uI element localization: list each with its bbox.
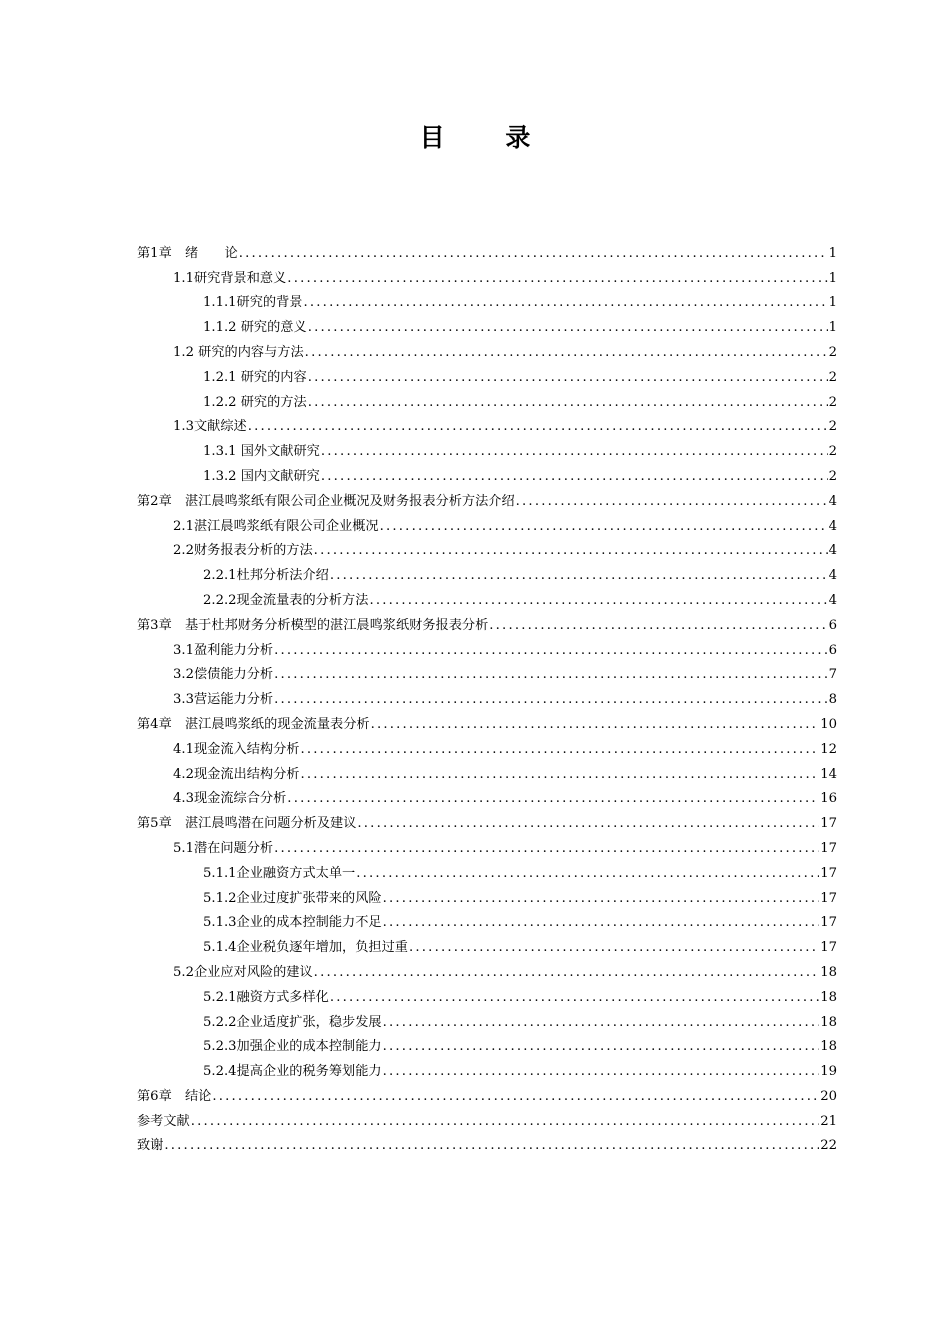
toc-page-number: 1 [828,295,837,311]
toc-entry-title: 5.1潜在问题分析 [173,840,274,856]
toc-entry-title: 2.2.2现金流量表的分析方法 [203,592,369,608]
toc-entry-title: 1.2.1 研究的内容 [203,369,307,385]
toc-entry-title: 第4章 湛江晨鸣浆纸的现金流量表分析 [137,716,370,732]
toc-entry-title: 1.3.1 国外文献研究 [203,444,320,460]
toc-entry-title: 第2章 湛江晨鸣浆纸有限公司企业概况及财务报表分析方法介绍 [137,493,515,509]
toc-dot-leader [191,1112,819,1132]
toc-page-number: 4 [828,568,837,584]
toc-page-number: 4 [828,518,837,534]
toc-dot-leader [308,318,828,338]
toc-entry[interactable] [137,760,837,785]
toc-page-number: 1 [828,320,837,336]
toc-entry-title: 第1章 绪 论 [137,245,238,261]
toc-dot-leader [239,244,828,264]
toc-page-number: 20 [820,1088,837,1104]
toc-dot-leader [330,566,828,586]
toc-dot-leader [383,889,820,909]
toc-dot-leader [248,417,828,437]
toc-entry[interactable] [137,735,837,760]
toc-page-number: 22 [820,1138,837,1154]
toc-page-number: 2 [828,419,837,435]
toc-page-number: 18 [820,1014,837,1030]
toc-entry-title: 2.2财务报表分析的方法 [173,543,313,559]
toc-entry[interactable] [137,239,837,264]
toc-entry[interactable] [137,264,837,289]
toc-dot-leader [308,368,828,388]
toc-entry-title: 5.2企业应对风险的建议 [173,964,313,980]
toc-entry[interactable] [137,809,837,834]
toc-entry[interactable] [137,487,837,512]
toc-page-number: 1 [828,270,837,286]
toc-entry-title: 参考文献 [137,1113,190,1129]
toc-entry[interactable] [137,413,837,438]
toc-page-number: 8 [828,692,837,708]
toc-dot-leader [383,1013,820,1033]
toc-dot-leader [371,715,820,735]
toc-entry-title: 5.1.1企业融资方式太单一 [203,865,356,881]
toc-dot-leader [274,665,828,685]
toc-page-number: 10 [820,716,837,732]
toc-entry[interactable] [137,983,837,1008]
toc-entry[interactable] [137,388,837,413]
toc-entry-title: 1.3.2 国内文献研究 [203,468,320,484]
toc-entry-title: 3.3营运能力分析 [173,692,274,708]
toc-entry-title: 5.2.1融资方式多样化 [203,989,329,1005]
toc-entry-title: 1.2 研究的内容与方法 [173,344,304,360]
toc-entry-title: 1.3文献综述 [173,419,247,435]
toc-entry[interactable] [137,661,837,686]
toc-page-number: 14 [820,766,837,782]
toc-entry[interactable] [137,1132,837,1157]
toc-dot-leader [380,517,828,537]
toc-page-number: 17 [820,890,837,906]
toc-entry[interactable] [137,289,837,314]
toc-entry-title: 5.1.3企业的成本控制能力不足 [203,915,382,931]
toc-page-number: 4 [828,592,837,608]
toc-dot-leader [308,393,828,413]
toc-dot-leader [383,913,820,933]
toc-dot-leader [300,740,819,760]
toc-page-number: 17 [820,940,837,956]
toc-entry[interactable] [137,1107,837,1132]
toc-entry-title: 1.1.2 研究的意义 [203,320,307,336]
toc-entry[interactable] [137,834,837,859]
toc-entry-title: 5.1.2企业过度扩张带来的风险 [203,890,382,906]
toc-entry[interactable] [137,586,837,611]
toc-page-number: 18 [820,964,837,980]
toc-entry[interactable] [137,710,837,735]
toc-page-number: 18 [820,1039,837,1055]
toc-entry-title: 第3章 基于杜邦财务分析模型的湛江晨鸣浆纸财务报表分析 [137,617,489,633]
toc-dot-leader [383,1037,820,1057]
toc-dot-leader [274,641,828,661]
toc-entry-title: 5.2.4提高企业的税务筹划能力 [203,1064,382,1080]
toc-entry-title: 5.2.2企业适度扩张，稳步发展 [203,1014,382,1030]
toc-entry[interactable] [137,859,837,884]
toc-dot-leader [305,343,828,363]
toc-dot-leader [330,988,819,1008]
table-of-contents [137,239,837,1156]
toc-dot-leader [287,789,819,809]
toc-page-number: 18 [820,989,837,1005]
toc-entry-title: 3.2偿债能力分析 [173,667,274,683]
page-title: 目 录 [419,123,557,152]
toc-entry[interactable] [137,1057,837,1082]
toc-page-number: 17 [820,865,837,881]
toc-entry-title: 2.2.1杜邦分析法介绍 [203,568,329,584]
toc-page-number: 17 [820,816,837,832]
toc-entry[interactable] [137,512,837,537]
toc-page-number: 19 [820,1064,837,1080]
toc-entry-title: 第5章 湛江晨鸣潜在问题分析及建议 [137,816,357,832]
toc-page-number: 2 [828,369,837,385]
toc-dot-leader [274,690,828,710]
toc-entry[interactable] [137,785,837,810]
toc-entry[interactable] [137,611,837,636]
toc-page-number: 17 [820,915,837,931]
toc-dot-leader [516,492,828,512]
toc-dot-leader [357,814,819,834]
toc-page-number: 17 [820,840,837,856]
toc-entry[interactable] [137,1008,837,1033]
toc-dot-leader [321,467,828,487]
toc-entry[interactable] [137,537,837,562]
toc-dot-leader [314,963,820,983]
toc-dot-leader [409,938,819,958]
toc-entry-title: 第6章 结论 [137,1088,212,1104]
toc-entry-title: 1.1研究背景和意义 [173,270,287,286]
toc-entry[interactable] [137,338,837,363]
toc-page-number: 1 [828,245,837,261]
toc-entry-title: 2.1湛江晨鸣浆纸有限公司企业概况 [173,518,379,534]
toc-entry[interactable] [137,884,837,909]
toc-entry[interactable] [137,437,837,462]
toc-page-number: 2 [828,394,837,410]
toc-entry[interactable] [137,685,837,710]
toc-dot-leader [383,1062,820,1082]
toc-dot-leader [489,616,827,636]
toc-entry[interactable] [137,1033,837,1058]
toc-entry-title: 1.2.2 研究的方法 [203,394,307,410]
toc-page-number: 4 [828,543,837,559]
toc-page-number: 4 [828,493,837,509]
toc-entry-title: 1.1.1研究的背景 [203,295,303,311]
toc-dot-leader [304,293,828,313]
toc-page-number: 2 [828,444,837,460]
toc-entry-title: 致谢 [137,1138,164,1154]
toc-entry[interactable] [137,909,837,934]
toc-entry-title: 5.2.3加强企业的成本控制能力 [203,1039,382,1055]
toc-entry[interactable] [137,313,837,338]
toc-page-number: 6 [828,642,837,658]
toc-dot-leader [274,839,819,859]
toc-page-number: 6 [828,617,837,633]
toc-entry-title: 5.1.4企业税负逐年增加，负担过重 [203,940,408,956]
toc-dot-leader [356,864,819,884]
toc-entry-title: 3.1盈利能力分析 [173,642,274,658]
toc-dot-leader [212,1087,819,1107]
toc-entry-title: 4.2现金流出结构分析 [173,766,300,782]
toc-entry[interactable] [137,958,837,983]
toc-page-number: 7 [828,667,837,683]
toc-page-number: 16 [820,791,837,807]
toc-entry-title: 4.3现金流综合分析 [173,791,287,807]
toc-entry[interactable] [137,636,837,661]
toc-entry-title: 4.1现金流入结构分析 [173,741,300,757]
toc-page-number: 2 [828,468,837,484]
toc-entry[interactable] [137,462,837,487]
toc-dot-leader [300,765,819,785]
toc-dot-leader [314,541,828,561]
toc-entry[interactable] [137,363,837,388]
toc-dot-leader [164,1136,819,1156]
toc-entry[interactable] [137,933,837,958]
toc-dot-leader [369,591,827,611]
toc-entry[interactable] [137,561,837,586]
toc-entry[interactable] [137,1082,837,1107]
toc-dot-leader [321,442,828,462]
toc-page-number: 21 [820,1113,837,1129]
toc-dot-leader [287,269,827,289]
toc-page-number: 2 [828,344,837,360]
toc-page-number: 12 [820,741,837,757]
